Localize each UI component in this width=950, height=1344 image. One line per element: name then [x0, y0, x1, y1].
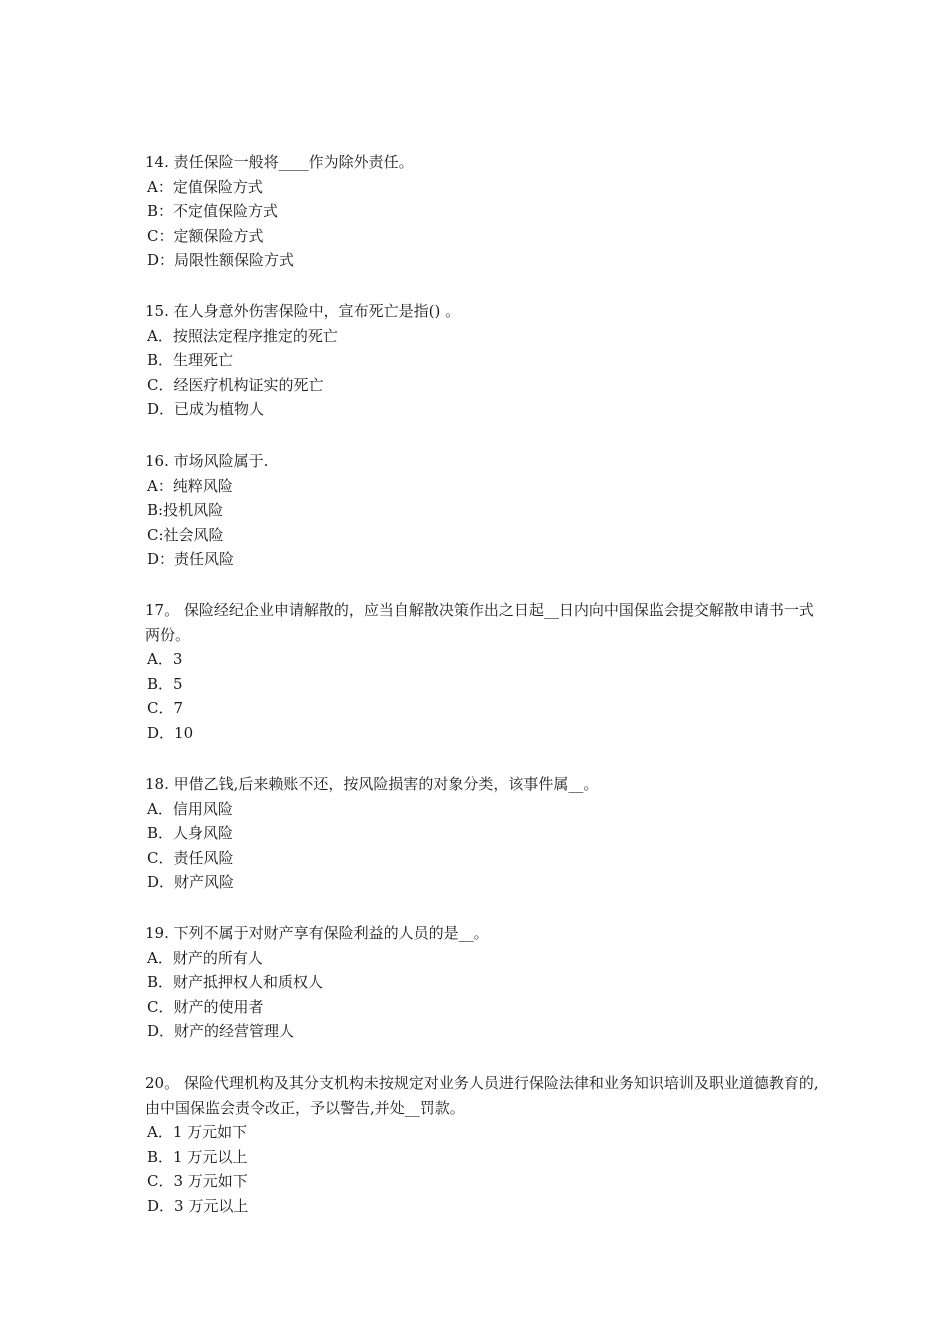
option-c: C：定额保险方式: [147, 226, 264, 245]
question-19: [145, 921, 825, 1044]
option-c: C．7: [147, 699, 184, 717]
question-17: [145, 598, 825, 745]
option-a: A．按照法定程序推定的死亡: [147, 326, 338, 345]
option-d: D．已成为植物人: [147, 400, 265, 418]
option-b: B．5: [147, 674, 183, 693]
option-b: B．财产抵押权人和质权人: [147, 973, 324, 991]
question-stem: 19. 下列不属于对财产享有保险利益的人员的是__。: [145, 924, 489, 942]
option-c: C．责任风险: [147, 848, 234, 867]
question-20: [145, 1071, 825, 1218]
question-18: [145, 772, 825, 895]
option-b: B．人身风险: [147, 824, 234, 842]
option-d: D：局限性额保险方式: [147, 251, 295, 269]
question-stem: 18. 甲借乙钱,后来赖账不还，按风险损害的对象分类，该事件属__。: [145, 775, 599, 793]
question-stem: 15. 在人身意外伤害保险中，宣布死亡是指() 。: [145, 302, 461, 320]
option-c: C．财产的使用者: [147, 997, 264, 1016]
option-a: A．3: [147, 650, 183, 668]
question-stem: 14. 责任保险一般将____作为除外责任。: [145, 153, 414, 171]
option-c: C．3 万元如下: [147, 1172, 248, 1190]
option-a: A．信用风险: [147, 799, 233, 818]
question-stem: 20。 保险代理机构及其分支机构未按规定对业务人员进行保险法律和业务知识培训及职业道德教育的,由中国保监会责令改正，予以警告,并处__罚款。: [145, 1074, 819, 1117]
option-a: A．财产的所有人: [147, 948, 263, 967]
question-14: [145, 150, 825, 273]
question-16: [145, 449, 825, 572]
option-d: D．财产风险: [147, 873, 235, 891]
option-a: A．1 万元如下: [147, 1123, 248, 1141]
question-stem: 16. 市场风险属于.: [145, 452, 269, 470]
option-a: A：定值保险方式: [147, 177, 263, 196]
option-c: C．经医疗机构证实的死亡: [147, 375, 324, 394]
option-b: B．生理死亡: [147, 351, 234, 369]
option-b: B：不定值保险方式: [147, 202, 279, 220]
option-d: D．财产的经营管理人: [147, 1022, 295, 1040]
question-stem: 17。 保险经纪企业申请解散的，应当自解散决策作出之日起__日内向中国保监会提交解散申请书一式两份。: [145, 601, 814, 644]
question-15: [145, 299, 825, 422]
option-d: D．3 万元以上: [147, 1196, 249, 1215]
option-d: D．10: [147, 723, 194, 742]
option-c: C:社会风险: [147, 525, 224, 544]
option-b: B:投机风险: [147, 501, 224, 519]
option-a: A：纯粹风险: [147, 476, 233, 495]
option-b: B．1 万元以上: [147, 1147, 248, 1166]
option-d: D：责任风险: [147, 550, 235, 568]
